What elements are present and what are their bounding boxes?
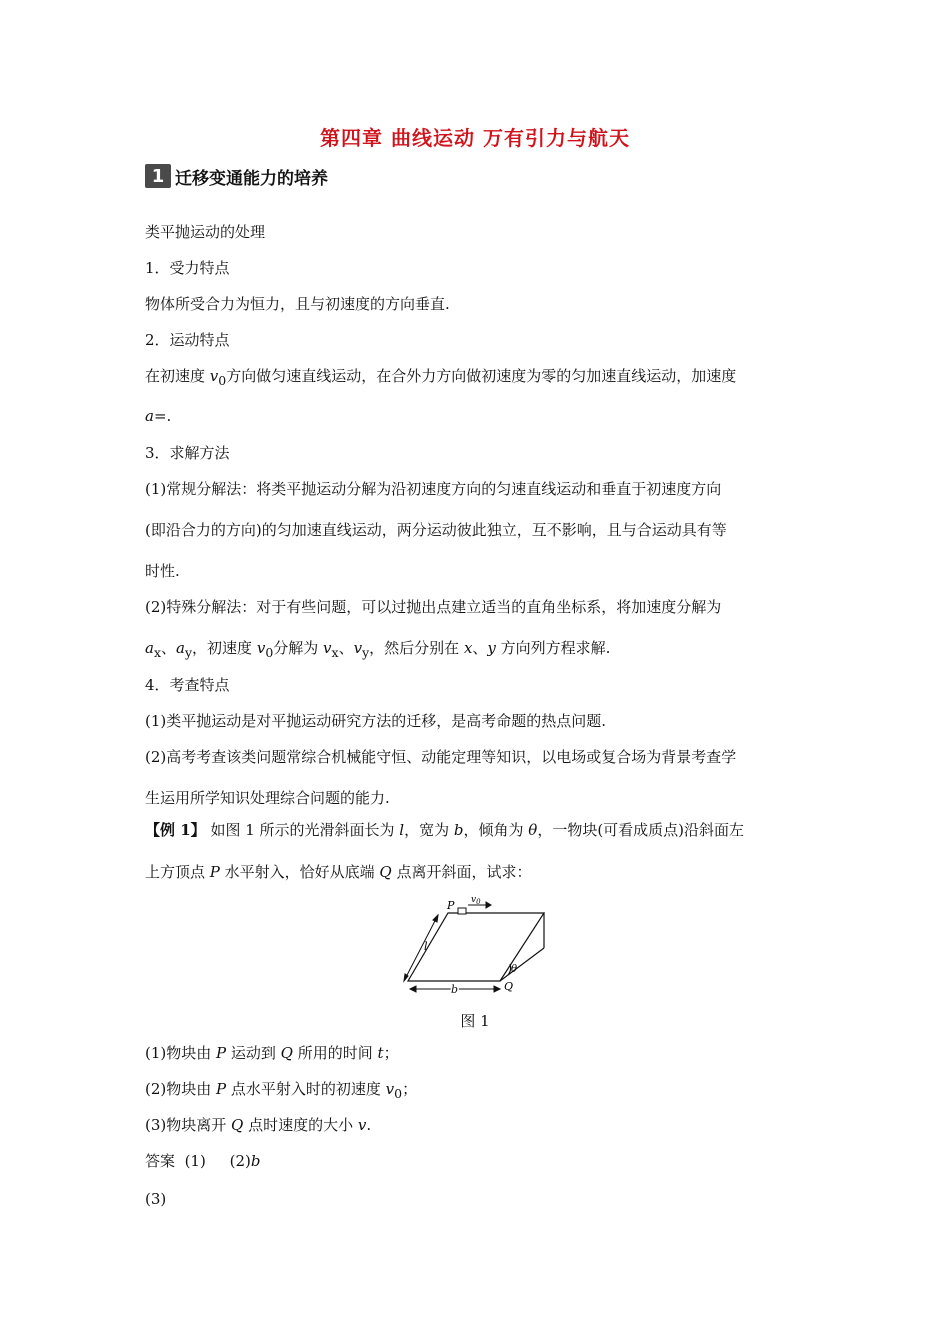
label-v0-var: v bbox=[471, 895, 477, 905]
var: a bbox=[176, 639, 185, 657]
var: x bbox=[463, 639, 473, 657]
var-theta: θ bbox=[528, 821, 538, 839]
text: ，倾角为 bbox=[463, 821, 529, 839]
var-P: P bbox=[216, 1080, 227, 1098]
text: ，宽为 bbox=[404, 821, 454, 839]
paragraph-3-line-4: (2)特殊分解法：对于有些问题，可以过抛出点建立适当的直角坐标系，将加速度分解为 bbox=[145, 598, 722, 616]
paragraph-4-line-1: (1)类平抛运动是对平抛运动研究方法的迁移，是高考命题的热点问题. bbox=[145, 712, 607, 730]
var-P: P bbox=[209, 863, 220, 881]
sub: x bbox=[331, 645, 339, 660]
label-Q: Q bbox=[504, 980, 514, 993]
question-1 bbox=[145, 1043, 399, 1063]
text: 运动到 bbox=[226, 1044, 281, 1062]
sub: 0 bbox=[394, 1086, 403, 1101]
answer-2: (2) bbox=[229, 1152, 251, 1170]
var-Q: Q bbox=[231, 1116, 244, 1134]
text: (3)物块离开 bbox=[145, 1116, 232, 1134]
text: ； bbox=[383, 1044, 399, 1062]
var: v bbox=[256, 639, 266, 657]
sub: x bbox=[153, 645, 162, 660]
text: ； bbox=[402, 1080, 418, 1098]
var-t: t bbox=[377, 1044, 384, 1062]
paragraph-3-line-2: (即沿合力的方向)的匀加速直线运动，两分运动彼此独立，互不影响，且与合运动具有等 bbox=[145, 521, 727, 539]
text: 、 bbox=[161, 639, 177, 657]
sub: y bbox=[362, 645, 370, 660]
heading-4: 4．考查特点 bbox=[145, 676, 230, 694]
answer-2-b: b bbox=[250, 1152, 261, 1170]
paragraph-3-line-1: (1)常规分解法：将类平抛运动分解为沿初速度方向的匀速直线运动和垂直于初速度方向 bbox=[145, 480, 722, 498]
var-l: l bbox=[399, 821, 405, 839]
heading-1: 1．受力特点 bbox=[145, 259, 230, 277]
var-v: v bbox=[385, 1080, 395, 1098]
label-P: P bbox=[447, 899, 455, 912]
text: 方向列方程求解. bbox=[495, 639, 611, 657]
answer-line bbox=[145, 1151, 261, 1171]
var-b: b bbox=[453, 821, 464, 839]
var: a bbox=[145, 639, 154, 657]
answer-3: (3) bbox=[145, 1190, 167, 1208]
answer-1: (1) bbox=[184, 1152, 206, 1170]
paragraph-3-line-3: 时性. bbox=[145, 562, 180, 580]
text: ，初速度 bbox=[192, 639, 257, 657]
text: 方向做匀速直线运动，在合外力方向做初速度为零的匀加速直线运动，加速度 bbox=[226, 367, 737, 385]
example-line-1 bbox=[145, 820, 744, 840]
text: 如图 1 所示的光滑斜面长为 bbox=[205, 821, 400, 839]
sub: y bbox=[184, 645, 193, 660]
var-v: v bbox=[209, 367, 219, 385]
text: 所用的时间 bbox=[292, 1044, 378, 1062]
l-dimension-arrow bbox=[404, 915, 438, 981]
heading-3: 3．求解方法 bbox=[145, 444, 230, 462]
paragraph-2-line-1 bbox=[145, 366, 736, 391]
example-label: 【例 1】 bbox=[145, 821, 206, 839]
figure-caption: 图 1 bbox=[460, 1012, 490, 1030]
text: 、 bbox=[338, 639, 354, 657]
paragraph-4-line-2: (2)高考考查该类问题常综合机械能守恒、动能定理等知识，以电场或复合场为背景考查学 bbox=[145, 748, 737, 766]
incline-surface bbox=[408, 913, 544, 981]
text: (1)物块由 bbox=[145, 1044, 217, 1062]
text: 分解为 bbox=[273, 639, 324, 657]
section-title: 迁移变通能力的培养 bbox=[175, 168, 328, 189]
incline-figure bbox=[400, 893, 560, 998]
text: 、 bbox=[472, 639, 488, 657]
paragraph-1: 物体所受合力为恒力，且与初速度的方向垂直. bbox=[145, 295, 450, 313]
text: 在初速度 bbox=[145, 367, 210, 385]
answer-label: 答案 bbox=[145, 1152, 176, 1170]
var-P: P bbox=[216, 1044, 227, 1062]
text: ，一物块(可看成质点)沿斜面左 bbox=[537, 821, 745, 839]
label-b: b bbox=[451, 983, 459, 996]
chapter-title: 第四章 曲线运动 万有引力与航天 bbox=[320, 126, 630, 150]
var-v: v bbox=[357, 1116, 367, 1134]
paragraph-4-line-3: 生运用所学知识处理综合问题的能力. bbox=[145, 789, 390, 807]
paragraph-2-line-2 bbox=[145, 406, 171, 426]
text: 上方顶点 bbox=[145, 863, 210, 881]
text: =. bbox=[153, 407, 172, 425]
var: v bbox=[353, 639, 363, 657]
example-line-2 bbox=[145, 862, 532, 882]
var-Q: Q bbox=[280, 1044, 293, 1062]
sub: 0 bbox=[218, 373, 227, 388]
heading-2: 2．运动特点 bbox=[145, 331, 230, 349]
text: 点水平射入时的初速度 bbox=[226, 1080, 386, 1098]
var: v bbox=[323, 639, 332, 657]
sub: 0 bbox=[265, 645, 274, 660]
label-v0 bbox=[471, 895, 481, 906]
var-Q: Q bbox=[379, 863, 392, 881]
topic-line: 类平抛运动的处理 bbox=[145, 223, 266, 241]
var: y bbox=[487, 639, 496, 657]
paragraph-3-line-5 bbox=[145, 638, 610, 663]
incline-side-edge bbox=[500, 948, 544, 981]
var-a: a bbox=[145, 407, 154, 425]
section-number-badge: 1 bbox=[145, 164, 171, 188]
section-heading bbox=[145, 163, 328, 189]
label-l: l bbox=[424, 940, 428, 953]
block bbox=[458, 908, 466, 914]
text: ，然后分别在 bbox=[369, 639, 464, 657]
label-theta: θ bbox=[511, 964, 518, 975]
label-v0-sub: 0 bbox=[476, 898, 481, 906]
text: 水平射入，恰好从底端 bbox=[219, 863, 380, 881]
text: . bbox=[366, 1116, 372, 1134]
question-3 bbox=[145, 1115, 371, 1135]
text: (2)物块由 bbox=[145, 1080, 217, 1098]
question-2 bbox=[145, 1079, 417, 1104]
text: 点时速度的大小 bbox=[243, 1116, 358, 1134]
text: 点离开斜面，试求： bbox=[391, 863, 532, 881]
